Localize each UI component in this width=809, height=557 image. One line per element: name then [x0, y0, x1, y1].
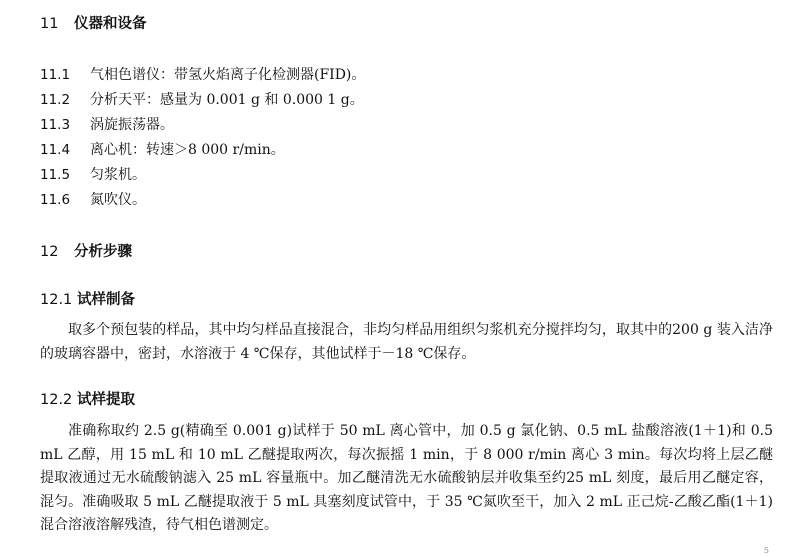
- item-number: 11.4: [40, 142, 71, 158]
- list-item: [40, 139, 285, 159]
- list-item: [40, 114, 174, 134]
- item-text: 离心机：转速＞8 000 r/min。: [90, 142, 285, 158]
- subsection-title: 试样提取: [77, 392, 135, 408]
- subsection-12-2-heading: [40, 388, 135, 409]
- item-text: 匀浆机。: [90, 167, 146, 183]
- list-item: [40, 89, 364, 109]
- item-text: 氮吹仪。: [90, 192, 146, 208]
- list-item: [40, 164, 146, 184]
- subsection-12-1-heading: [40, 288, 135, 309]
- sample-preparation-paragraph: 取多个预包装的样品，其中均匀样品直接混合，非均匀样品用组织匀浆机充分搅拌均匀，取其中的200 g 装入洁净的玻璃容器中，密封，水溶液于 4 ℃保存，其他试样于－18 ℃保存。: [40, 322, 773, 362]
- section-title: 分析步骤: [74, 244, 132, 260]
- item-number: 11.6: [40, 192, 71, 208]
- section-number: 11: [40, 16, 59, 32]
- sample-extraction-paragraph: 准确称取约 2.5 g(精确至 0.001 g)试样于 50 mL 离心管中，加 0.5 g 氯化钠、0.5 mL 盐酸溶液(1＋1)和 0.5 mL 乙醇，用 15 mL 和 10 mL 乙醚提取两次，每次振摇 1 min，于 8 000 r/min 离心 3 min。每次均将上层乙醚提取液通过无水硫酸钠滤入 25 mL 容量瓶中。加乙醚清洗无水硫酸钠层并收集至约25 mL 刻度，最后用乙醚定容，混匀。准确吸取 5 mL 乙醚提取液于 5 mL 具塞刻度试管中，于 35 ℃氮吹至干，加入 2 mL 正己烷-乙酸乙酯(1＋1)混合溶液溶解残渣，待气相色谱测定。: [40, 423, 773, 534]
- item-text: 涡旋振荡器。: [90, 117, 174, 133]
- list-item: [40, 64, 365, 84]
- subsection-number: 12.1: [40, 292, 73, 308]
- item-text: 分析天平：感量为 0.001 g 和 0.000 1 g。: [90, 92, 364, 108]
- subsection-number: 12.2: [40, 392, 73, 408]
- item-number: 11.2: [40, 92, 71, 108]
- list-item: [40, 189, 146, 209]
- subsection-title: 试样制备: [77, 292, 135, 308]
- item-number: 11.5: [40, 167, 71, 183]
- item-number: 11.3: [40, 117, 71, 133]
- section-11-heading: [40, 12, 147, 33]
- page-number: 5: [763, 546, 769, 555]
- section-number: 12: [40, 244, 59, 260]
- section-title: 仪器和设备: [74, 16, 147, 32]
- item-text: 气相色谱仪：带氢火焰离子化检测器(FID)。: [90, 67, 366, 83]
- section-12-heading: [40, 240, 132, 261]
- item-number: 11.1: [40, 67, 71, 83]
